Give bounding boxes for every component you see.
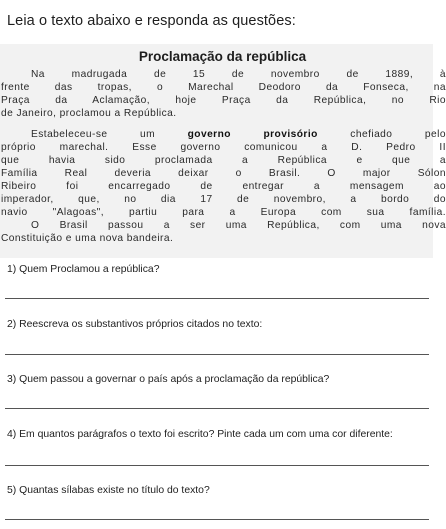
question-2: 2) Reescreva os substantivos próprios citados no texto: xyxy=(7,319,263,330)
passage-title: Proclamação da república xyxy=(138,49,307,64)
passage-line: Constituição e uma nova bandeira. xyxy=(1,233,174,244)
passage-line: Praça da Aclamação, hoje Praça da República, no Rio xyxy=(1,95,446,106)
answer-line-2 xyxy=(5,354,429,355)
passage-line: navio "Alagoas", partiu para a Europa com sua família. xyxy=(1,207,446,218)
passage-line-end: chefiado pelo xyxy=(350,129,446,140)
answer-line-1 xyxy=(5,298,429,299)
passage-line: Na madrugada de 15 de novembro de 1889, à xyxy=(31,69,446,80)
answer-line-3 xyxy=(5,408,429,409)
passage-line: O Brasil passou a ser uma República, com uma nova xyxy=(31,220,446,231)
passage-emphasis: governo provisório xyxy=(187,129,318,140)
question-3: 3) Quem passou a governar o país após a proclamação da república? xyxy=(7,374,330,385)
question-4: 4) Em quantos parágrafos o texto foi escrito? Pinte cada um com uma cor diferente: xyxy=(7,429,393,440)
question-5: 5) Quantas sílabas existe no título do texto? xyxy=(7,485,210,496)
text-passage xyxy=(0,44,446,258)
passage-line: próprio marechal. Esse governo comunicou a D. Pedro II xyxy=(1,142,446,153)
passage-line: Família Real deveria deixar o Brasil. O major Sólon xyxy=(1,168,446,179)
answer-line-5 xyxy=(5,519,429,520)
passage-line: que havia sido proclamada a República e que a xyxy=(1,155,446,166)
passage-line: frente das tropas, o Marechal Deodoro da Fonseca, na xyxy=(1,82,446,93)
answer-line-4 xyxy=(5,465,429,466)
passage-line: de Janeiro, proclamou a República. xyxy=(1,108,177,119)
passage-line xyxy=(1,129,446,141)
passage-line: imperador, que, no dia 17 de novembro, a bordo do xyxy=(1,194,446,205)
instruction-text: Leia o texto abaixo e responda as questões: xyxy=(7,13,296,29)
question-1: 1) Quem Proclamou a república? xyxy=(7,264,160,275)
passage-line-start: Estabeleceu-se um xyxy=(31,129,156,140)
passage-line: Ribeiro foi encarregado de entregar a mensagem ao xyxy=(1,181,446,192)
